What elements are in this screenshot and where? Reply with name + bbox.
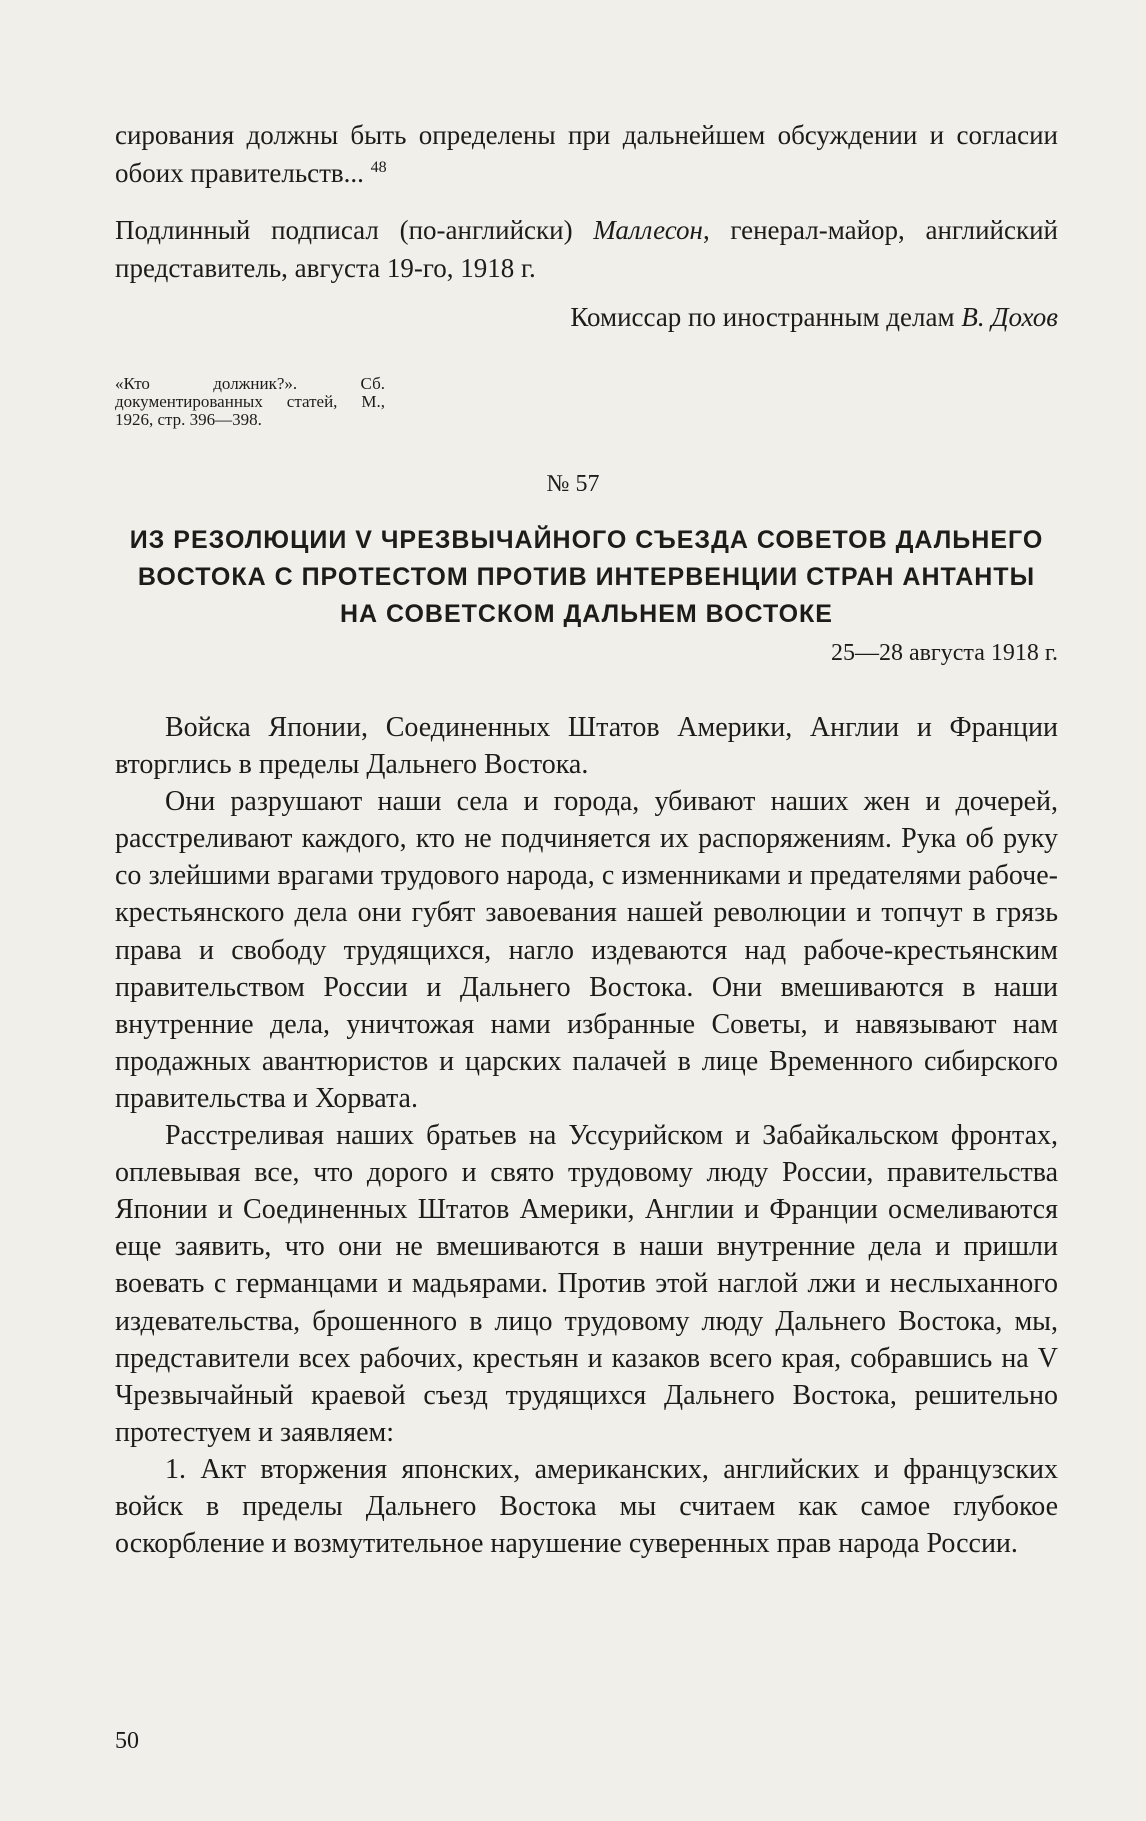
body-paragraph: Войска Японии, Соединенных Штатов Америки, Англии и Франции вторглись в пределы Дальнего Востока. [115, 712, 1058, 781]
source-citation: «Кто должник?». Сб. документированных статей, М., 1926, стр. 396—398. [115, 374, 385, 429]
commissar-name: В. Дохов [961, 302, 1058, 332]
commissar-line [115, 298, 1058, 336]
footnote-marker: 48 [370, 159, 387, 176]
signature-suffix: , генерал-майор, английский представитель, августа 19-го, 1918 г. [115, 215, 1058, 283]
signatory-name: Маллесон [593, 215, 703, 245]
body-paragraph: 1. Акт вторжения японских, американских, английских и французских войск в пределы Дальнего Востока мы считаем как самое глубокое оскорбление и возмутительное нарушение суверенных прав народа России. [115, 1453, 1058, 1560]
document-number: № 57 [546, 471, 600, 497]
signature-paragraph [115, 211, 1058, 287]
body-paragraph: Они разрушают наши села и города, убивают наших жен и дочерей, расстреливают каждого, кто не подчиняется их распоряжениям. Рука об руку со злейшими врагами трудового народа, с изменниками и предателями рабоче-крестьянского дела они губят завоевания нашей революции и топчут в грязь права и свободу трудящихся, нагло издеваются над рабоче-крестьянским правительством России и Дальнего Востока. Они вмешиваются в наши внутренние дела, уничтожая нами избранные Советы, и навязывают нам продажных авантюристов и царских палачей в лице Временного сибирского правительства и Хорвата. [115, 786, 1058, 1114]
resolution-body [115, 709, 1058, 1562]
body-paragraph: Расстреливая наших братьев на Уссурийском и Забайкальском фронтах, оплевывая все, что дорого и свято трудовому люду России, правительства Японии и Соединенных Штатов Америки, Англии и Франции осмеливаются еще заявить, что они не вмешиваются в наши внутренние дела и пришли воевать с германцами и мадьярами. Против этой наглой лжи и неслыханного издевательства, брошенного в лицо трудовому люду Дальнего Востока, мы, представители всех рабочих, крестьян и казаков всего края, собравшись на V Чрезвычайный краевой съезд трудящихся Дальнего Востока, решительно протестуем и заявляем: [115, 1120, 1058, 1448]
signature-prefix: Подлинный подписал (по-английски) [115, 215, 573, 245]
continuation-text: сирования должны быть определены при дальнейшем обсуждении и согласии обоих правительств... [115, 120, 1058, 188]
continuation-paragraph [115, 116, 1058, 192]
document-date: 25—28 августа 1918 г. [830, 640, 1058, 666]
document-heading: ИЗ РЕЗОЛЮЦИИ V ЧРЕЗВЫЧАЙНОГО СЪЕЗДА СОВЕТОВ ДАЛЬНЕГО ВОСТОКА С ПРОТЕСТОМ ПРОТИВ ИНТЕРВЕНЦИИ СТРАН АНТАНТЫ НА СОВЕТСКОМ ДАЛЬНЕМ ВОСТОКЕ [129, 526, 1044, 628]
commissar-title: Комиссар по иностранным делам [570, 302, 955, 332]
page-number: 50 [115, 1728, 139, 1754]
